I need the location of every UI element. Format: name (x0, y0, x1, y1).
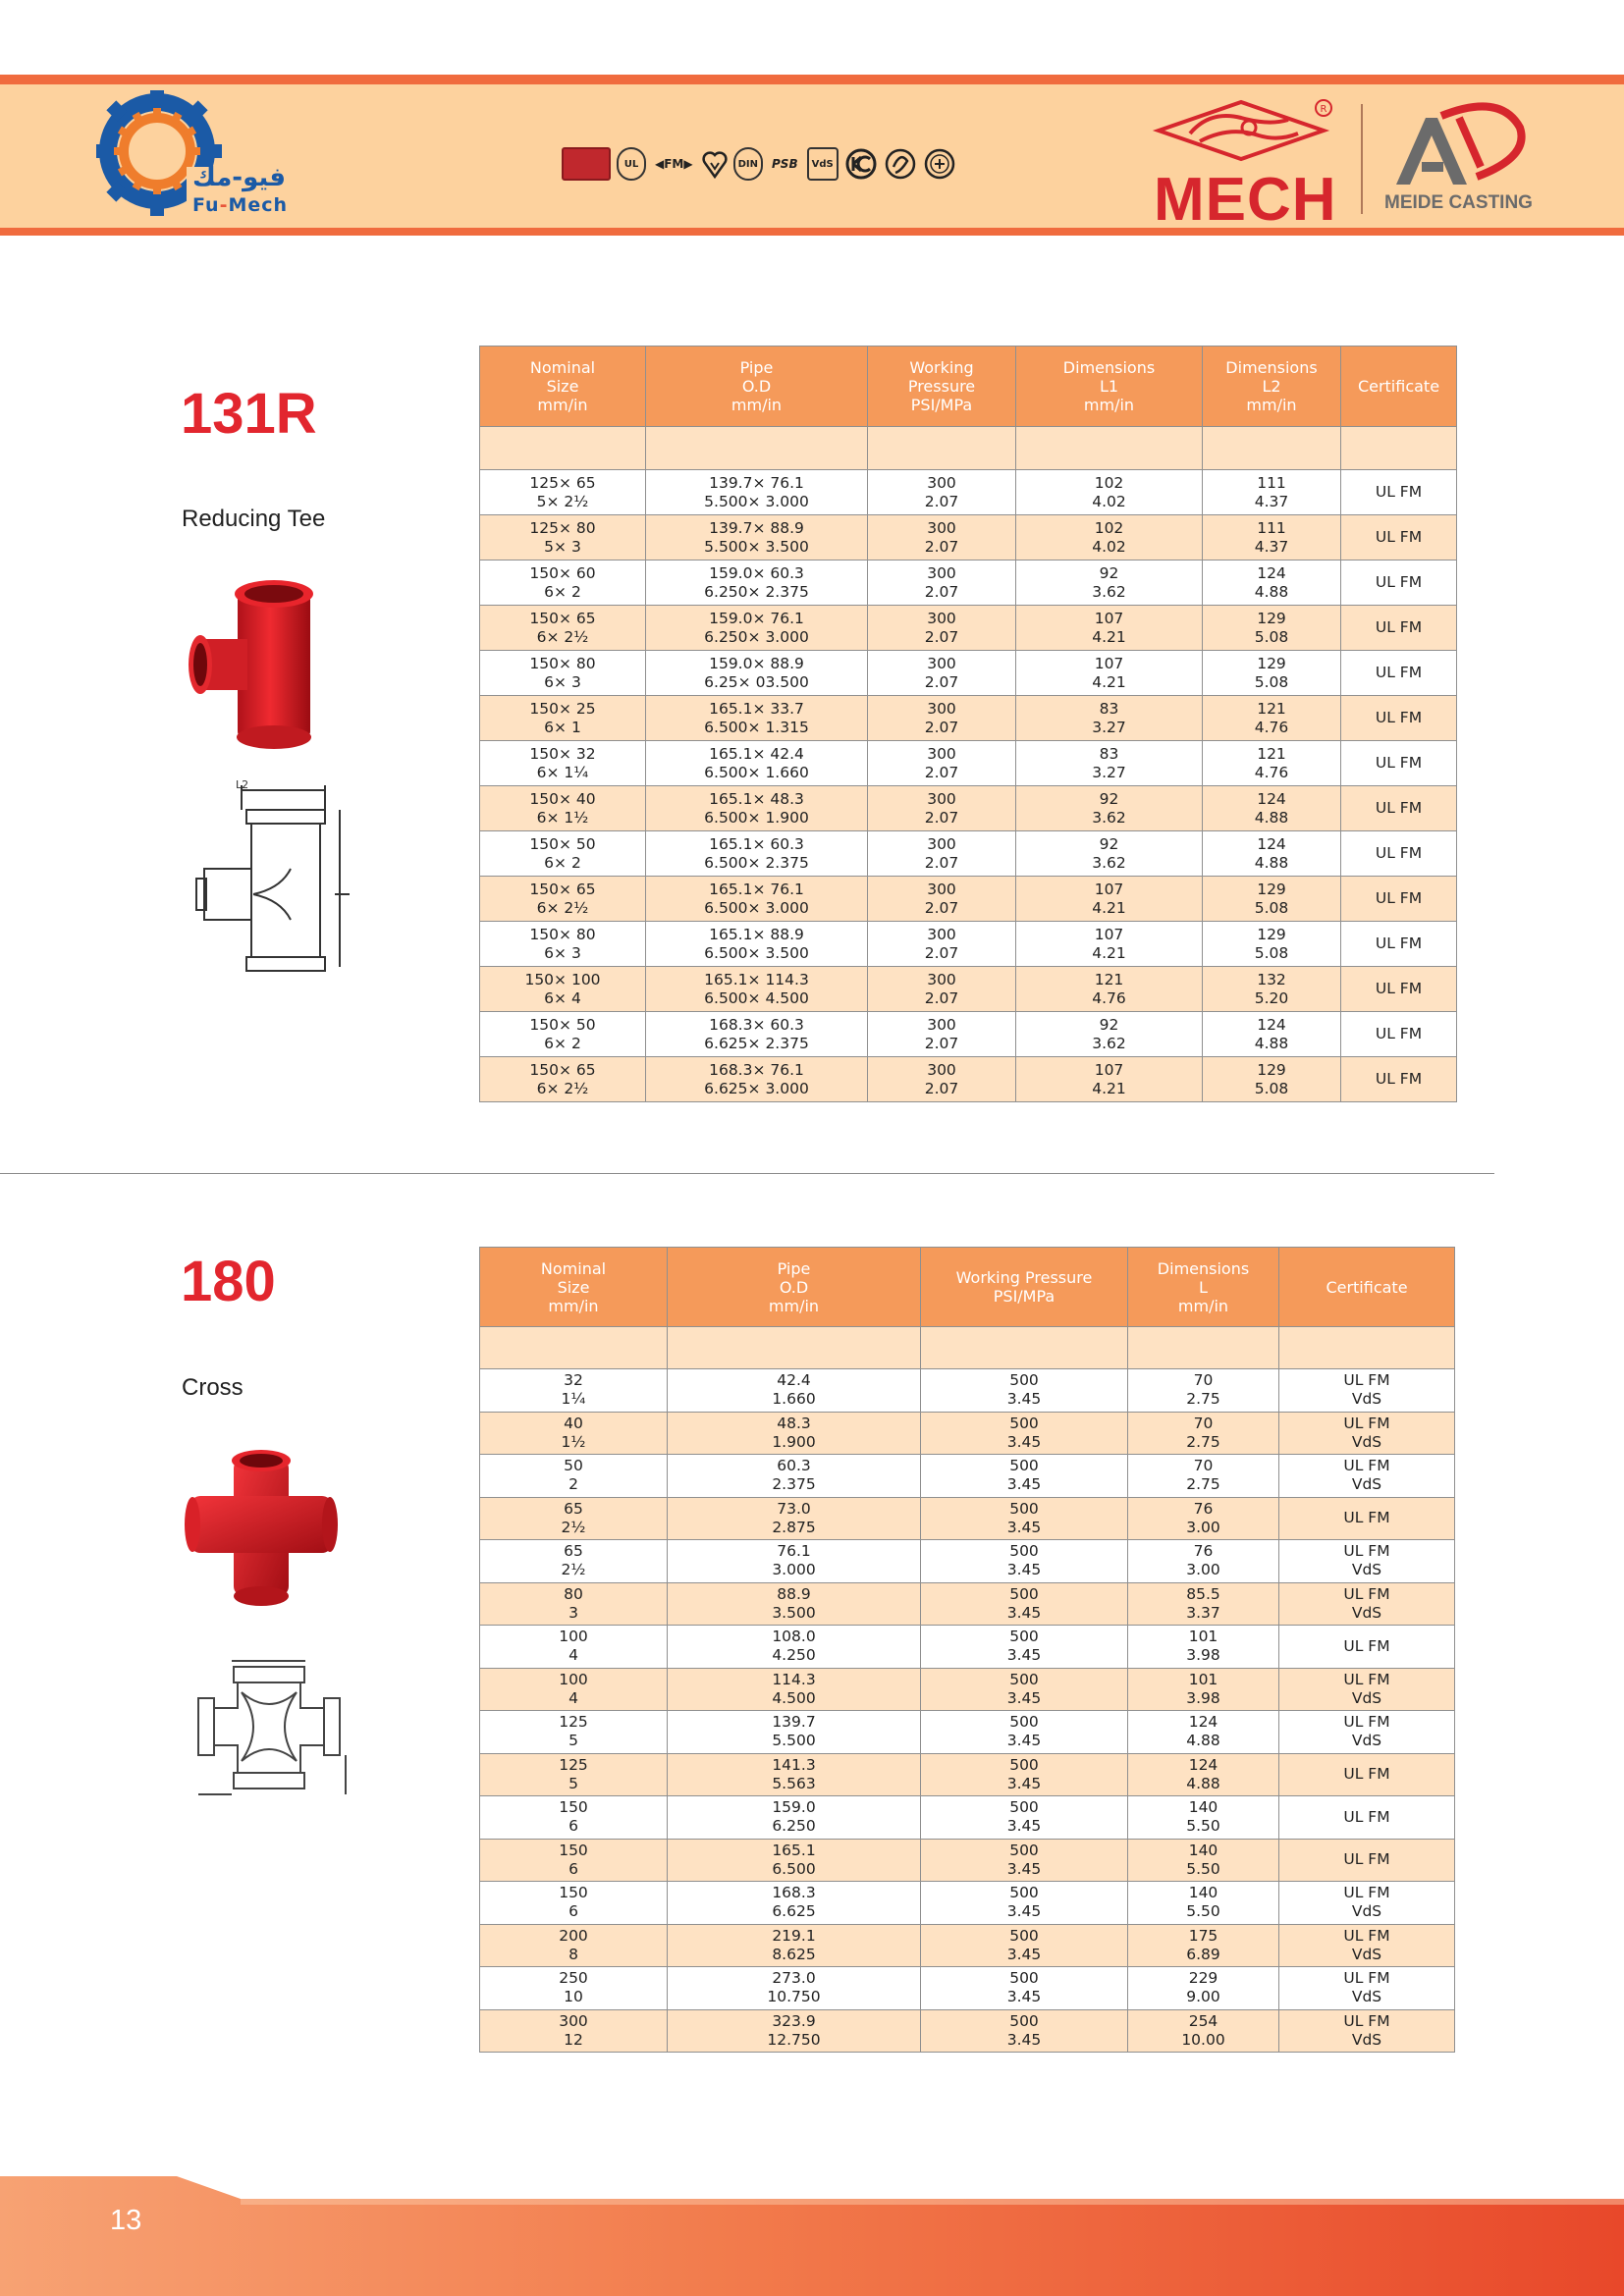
cross-fitting-drawing-icon (192, 1657, 359, 1804)
cross-fitting-photo-icon (183, 1445, 340, 1612)
table-cell: 300 2.07 (868, 967, 1016, 1012)
cert-badge-fm: ◀ FM ▶ (655, 157, 693, 171)
header-top-stripe (0, 75, 1624, 84)
table-cell: 129 5.08 (1203, 877, 1341, 922)
table-cell: 73.0 2.875 (668, 1497, 921, 1540)
table-blank-row (480, 1327, 1455, 1369)
blank-cell (646, 427, 868, 470)
table-cell: UL FM (1341, 696, 1457, 741)
table-cell: 129 5.08 (1203, 606, 1341, 651)
table-cell: UL FM VdS (1279, 1455, 1455, 1498)
product-code-180: 180 (181, 1250, 276, 1313)
table-cell: 70 2.75 (1128, 1455, 1279, 1498)
table-cell: 300 2.07 (868, 877, 1016, 922)
table-cell: 150× 65 6× 2½ (480, 1057, 646, 1102)
table-cell: 125 5 (480, 1753, 668, 1796)
table-row (480, 561, 1457, 606)
table-cell: 150× 32 6× 1¼ (480, 741, 646, 786)
meide-casting-name: MEIDE CASTING (1384, 192, 1533, 213)
table-cell: 500 3.45 (921, 1497, 1128, 1540)
table-row (480, 2009, 1455, 2053)
header-dimensions-l2: Dimensions L2 mm/in (1203, 347, 1341, 427)
table-cell: 124 4.88 (1203, 561, 1341, 606)
table-cell: 500 3.45 (921, 1967, 1128, 2010)
table-cell: UL FM (1341, 1057, 1457, 1102)
blank-cell (480, 427, 646, 470)
table-cell: 500 3.45 (921, 1582, 1128, 1626)
certification-badge-red (562, 147, 611, 181)
blank-cell (1128, 1327, 1279, 1369)
header-nominal-size: Nominal Size mm/in (480, 347, 646, 427)
table-row (480, 1455, 1455, 1498)
table-cell: UL FM VdS (1279, 1882, 1455, 1925)
table-cell: 500 3.45 (921, 1626, 1128, 1669)
table-cell: 500 3.45 (921, 1753, 1128, 1796)
table-cell: 102 4.02 (1016, 470, 1203, 515)
meide-casting-logo-icon (1382, 98, 1530, 188)
table-cell: 159.0× 76.1 6.250× 3.000 (646, 606, 868, 651)
blank-cell (868, 427, 1016, 470)
table-cell: 300 2.07 (868, 651, 1016, 696)
table-cell: 229 9.00 (1128, 1967, 1279, 2010)
header-working-pressure: Working Pressure PSI/MPa (868, 347, 1016, 427)
table-cell: 300 2.07 (868, 696, 1016, 741)
table-row (480, 651, 1457, 696)
table-cell: 107 4.21 (1016, 922, 1203, 967)
kc-cert-icon (844, 147, 878, 181)
table-cell: 150× 65 6× 2½ (480, 606, 646, 651)
fu-mech-arabic-name: فيو-مك (192, 163, 287, 192)
table-row (480, 967, 1457, 1012)
table-cell: UL FM (1341, 877, 1457, 922)
table-cell: 150× 80 6× 3 (480, 651, 646, 696)
table-cell: 124 4.88 (1128, 1711, 1279, 1754)
table-cell: UL FM (1341, 606, 1457, 651)
table-cell: 107 4.21 (1016, 651, 1203, 696)
table-cell: UL FM (1341, 515, 1457, 561)
table-row (480, 831, 1457, 877)
table-row (480, 1057, 1457, 1102)
table-cell: 140 5.50 (1128, 1839, 1279, 1882)
table-cell: 76.1 3.000 (668, 1540, 921, 1583)
table-row (480, 606, 1457, 651)
table-cell: 165.1× 88.9 6.500× 3.500 (646, 922, 868, 967)
section-divider (0, 1173, 1494, 1174)
header-working-pressure: Working Pressure PSI/MPa (921, 1248, 1128, 1327)
table-cell: 32 1¼ (480, 1369, 668, 1413)
table-cell: UL FM (1341, 786, 1457, 831)
reducing-tee-photo-icon (187, 574, 334, 756)
table-header-row (480, 347, 1457, 427)
table-row (480, 1668, 1455, 1711)
footer-band (0, 2169, 1624, 2296)
header-pipe-od: Pipe O.D mm/in (668, 1248, 921, 1327)
table-cell: 168.3× 60.3 6.625× 2.375 (646, 1012, 868, 1057)
table-cell: 500 3.45 (921, 1455, 1128, 1498)
table-cell: 500 3.45 (921, 1796, 1128, 1840)
table-cell: UL FM (1341, 741, 1457, 786)
table-cell: 129 5.08 (1203, 922, 1341, 967)
table-row (480, 1369, 1455, 1413)
table-cell: UL FM VdS (1279, 1412, 1455, 1455)
table-cell: 85.5 3.37 (1128, 1582, 1279, 1626)
table-cell: 159.0 6.250 (668, 1796, 921, 1840)
table-cell: UL FM VdS (1279, 1924, 1455, 1967)
table-cell: 141.3 5.563 (668, 1753, 921, 1796)
blank-cell (668, 1327, 921, 1369)
table-cell: 60.3 2.375 (668, 1455, 921, 1498)
table-row (480, 1839, 1455, 1882)
table-cell: 92 3.62 (1016, 561, 1203, 606)
table-cell: 300 2.07 (868, 606, 1016, 651)
table-row (480, 1711, 1455, 1754)
table-cell: 101 3.98 (1128, 1626, 1279, 1669)
table-cell: UL FM (1341, 561, 1457, 606)
table-cell: 124 4.88 (1203, 1012, 1341, 1057)
table-cell: UL FM (1341, 922, 1457, 967)
table-row (480, 741, 1457, 786)
table-cell: 175 6.89 (1128, 1924, 1279, 1967)
table-cell: UL FM VdS (1279, 1967, 1455, 2010)
table-cell: 100 4 (480, 1668, 668, 1711)
table-cell: 48.3 1.900 (668, 1412, 921, 1455)
table-cell: UL FM (1279, 1497, 1455, 1540)
table-cell: 139.7× 88.9 5.500× 3.500 (646, 515, 868, 561)
table-cell: 500 3.45 (921, 1668, 1128, 1711)
table-cell: 165.1× 48.3 6.500× 1.900 (646, 786, 868, 831)
table-cell: 150 6 (480, 1839, 668, 1882)
table-cell: 500 3.45 (921, 1540, 1128, 1583)
round-cert-icon (884, 147, 917, 181)
table-cell: 88.9 3.500 (668, 1582, 921, 1626)
table-cell: 92 3.62 (1016, 786, 1203, 831)
header-certificate: Certificate (1341, 347, 1457, 427)
cert-badge-vds: VdS (807, 147, 839, 181)
table-cell: 76 3.00 (1128, 1497, 1279, 1540)
table-cell: 500 3.45 (921, 2009, 1128, 2053)
table-cell: 80 3 (480, 1582, 668, 1626)
table-cell: 125 5 (480, 1711, 668, 1754)
table-cell: 150 6 (480, 1882, 668, 1925)
table-cell: UL FM (1341, 1012, 1457, 1057)
table-cell: 50 2 (480, 1455, 668, 1498)
table-cell: 500 3.45 (921, 1882, 1128, 1925)
table-cell: UL FM (1279, 1626, 1455, 1669)
table-body-131r (480, 470, 1457, 1102)
table-cell: 83 3.27 (1016, 741, 1203, 786)
table-row (480, 1967, 1455, 2010)
table-cell: 165.1× 60.3 6.500× 2.375 (646, 831, 868, 877)
table-cell: 300 2.07 (868, 470, 1016, 515)
table-body-180 (480, 1369, 1455, 2053)
header-bottom-stripe (0, 228, 1624, 236)
mech-brand-name: MECH (1154, 166, 1337, 234)
heart-cert-icon (702, 147, 728, 181)
table-cell: 150× 25 6× 1 (480, 696, 646, 741)
blank-cell (480, 1327, 668, 1369)
blank-cell (1016, 427, 1203, 470)
table-cell: 124 4.88 (1203, 786, 1341, 831)
table-cell: 165.1× 42.4 6.500× 1.660 (646, 741, 868, 786)
table-cell: 92 3.62 (1016, 831, 1203, 877)
table-cell: 100 4 (480, 1626, 668, 1669)
table-cell: 129 5.08 (1203, 651, 1341, 696)
table-cell: 150× 50 6× 2 (480, 1012, 646, 1057)
table-cell: UL FM VdS (1279, 2009, 1455, 2053)
page-number: 13 (110, 2205, 142, 2236)
table-cell: 132 5.20 (1203, 967, 1341, 1012)
product-name-reducing-tee: Reducing Tee (182, 506, 326, 532)
table-cell: 300 2.07 (868, 561, 1016, 606)
table-cell: 300 2.07 (868, 741, 1016, 786)
table-cell: 70 2.75 (1128, 1412, 1279, 1455)
product-name-cross: Cross (182, 1374, 244, 1401)
table-cell: 168.3× 76.1 6.625× 3.000 (646, 1057, 868, 1102)
table-cell: 500 3.45 (921, 1839, 1128, 1882)
table-cell: 140 5.50 (1128, 1882, 1279, 1925)
table-cell: 125× 65 5× 2½ (480, 470, 646, 515)
table-cell: 250 10 (480, 1967, 668, 2010)
table-cell: 139.7 5.500 (668, 1711, 921, 1754)
table-cell: 300 2.07 (868, 1012, 1016, 1057)
table-cell: 125× 80 5× 3 (480, 515, 646, 561)
table-cell: UL FM (1279, 1796, 1455, 1840)
table-cell: 40 1½ (480, 1412, 668, 1455)
spec-table-180 (479, 1247, 1455, 2053)
table-cell: 101 3.98 (1128, 1668, 1279, 1711)
table-cell: 254 10.00 (1128, 2009, 1279, 2053)
table-cell: 102 4.02 (1016, 515, 1203, 561)
mech-logo-emblem-icon (1151, 96, 1337, 165)
header-dimensions-l: Dimensions L mm/in (1128, 1248, 1279, 1327)
header-logo-separator (1361, 104, 1363, 214)
table-row (480, 1753, 1455, 1796)
table-cell: 65 2½ (480, 1497, 668, 1540)
table-cell: 165.1 6.500 (668, 1839, 921, 1882)
table-cell: 121 4.76 (1203, 741, 1341, 786)
cert-badge-ul: UL (617, 147, 646, 181)
table-cell: UL FM (1341, 651, 1457, 696)
header-dimensions-l1: Dimensions L1 mm/in (1016, 347, 1203, 427)
seal-cert-icon (923, 147, 956, 181)
table-cell: UL FM VdS (1279, 1540, 1455, 1583)
table-cell: 200 8 (480, 1924, 668, 1967)
table-row (480, 786, 1457, 831)
header-certificate: Certificate (1279, 1248, 1455, 1327)
cert-badge-din: DIN (733, 147, 763, 181)
table-cell: 159.0× 60.3 6.250× 2.375 (646, 561, 868, 606)
table-row (480, 922, 1457, 967)
table-cell: UL FM VdS (1279, 1711, 1455, 1754)
table-row (480, 1924, 1455, 1967)
blank-cell (921, 1327, 1128, 1369)
table-row (480, 515, 1457, 561)
table-row (480, 1012, 1457, 1057)
table-cell: 124 4.88 (1203, 831, 1341, 877)
table-blank-row (480, 427, 1457, 470)
table-cell: 273.0 10.750 (668, 1967, 921, 2010)
table-cell: 76 3.00 (1128, 1540, 1279, 1583)
table-cell: UL FM (1341, 470, 1457, 515)
table-cell: 129 5.08 (1203, 1057, 1341, 1102)
certification-logos (562, 141, 1072, 187)
table-cell: 165.1× 114.3 6.500× 4.500 (646, 967, 868, 1012)
svg-text:L2: L2 (236, 780, 249, 791)
header-nominal-size: Nominal Size mm/in (480, 1248, 668, 1327)
table-cell: 83 3.27 (1016, 696, 1203, 741)
table-cell: 111 4.37 (1203, 470, 1341, 515)
table-cell: 150× 65 6× 2½ (480, 877, 646, 922)
table-cell: 150× 100 6× 4 (480, 967, 646, 1012)
reducing-tee-drawing-icon (192, 780, 359, 977)
table-cell: 70 2.75 (1128, 1369, 1279, 1413)
blank-cell (1341, 427, 1457, 470)
table-cell: 165.1× 76.1 6.500× 3.000 (646, 877, 868, 922)
fu-mech-latin-name: Fu-Mech (192, 194, 289, 216)
table-cell: UL FM (1341, 967, 1457, 1012)
table-row (480, 1626, 1455, 1669)
table-row (480, 1582, 1455, 1626)
table-cell: 108.0 4.250 (668, 1626, 921, 1669)
table-cell: 65 2½ (480, 1540, 668, 1583)
cert-badge-psb: PSB (772, 157, 798, 171)
table-cell: 150× 50 6× 2 (480, 831, 646, 877)
table-cell: 165.1× 33.7 6.500× 1.315 (646, 696, 868, 741)
table-cell: 114.3 4.500 (668, 1668, 921, 1711)
table-cell: 300 2.07 (868, 1057, 1016, 1102)
table-cell: 124 4.88 (1128, 1753, 1279, 1796)
blank-cell (1279, 1327, 1455, 1369)
table-cell: 150× 80 6× 3 (480, 922, 646, 967)
table-row (480, 1412, 1455, 1455)
table-row (480, 1796, 1455, 1840)
table-cell: 150× 40 6× 1½ (480, 786, 646, 831)
table-cell: 300 2.07 (868, 786, 1016, 831)
table-cell: 107 4.21 (1016, 606, 1203, 651)
table-cell: 107 4.21 (1016, 1057, 1203, 1102)
table-cell: UL FM VdS (1279, 1668, 1455, 1711)
product-code-131r: 131R (181, 382, 317, 446)
blank-cell (1203, 427, 1341, 470)
table-cell: 500 3.45 (921, 1711, 1128, 1754)
table-cell: 121 4.76 (1016, 967, 1203, 1012)
table-cell: 219.1 8.625 (668, 1924, 921, 1967)
table-cell: 140 5.50 (1128, 1796, 1279, 1840)
table-row (480, 1540, 1455, 1583)
table-cell: 323.9 12.750 (668, 2009, 921, 2053)
table-row (480, 877, 1457, 922)
table-cell: 121 4.76 (1203, 696, 1341, 741)
table-cell: UL FM (1279, 1839, 1455, 1882)
table-cell: 92 3.62 (1016, 1012, 1203, 1057)
table-cell: 300 2.07 (868, 831, 1016, 877)
table-cell: UL FM (1341, 831, 1457, 877)
table-cell: 150 6 (480, 1796, 668, 1840)
svg-text:R: R (1320, 104, 1327, 115)
spec-table-131r (479, 346, 1457, 1102)
table-cell: 300 12 (480, 2009, 668, 2053)
table-row (480, 696, 1457, 741)
table-row (480, 1497, 1455, 1540)
table-cell: 107 4.21 (1016, 877, 1203, 922)
table-cell: 159.0× 88.9 6.25× 03.500 (646, 651, 868, 696)
table-cell: 42.4 1.660 (668, 1369, 921, 1413)
table-cell: 500 3.45 (921, 1369, 1128, 1413)
table-cell: 300 2.07 (868, 922, 1016, 967)
table-cell: UL FM (1279, 1753, 1455, 1796)
table-cell: 150× 60 6× 2 (480, 561, 646, 606)
table-cell: UL FM VdS (1279, 1582, 1455, 1626)
table-cell: 111 4.37 (1203, 515, 1341, 561)
table-cell: 500 3.45 (921, 1412, 1128, 1455)
table-row (480, 1882, 1455, 1925)
table-cell: 300 2.07 (868, 515, 1016, 561)
header-pipe-od: Pipe O.D mm/in (646, 347, 868, 427)
table-cell: 139.7× 76.1 5.500× 3.000 (646, 470, 868, 515)
table-row (480, 470, 1457, 515)
table-cell: UL FM VdS (1279, 1369, 1455, 1413)
table-cell: 168.3 6.625 (668, 1882, 921, 1925)
table-header-row (480, 1248, 1455, 1327)
table-cell: 500 3.45 (921, 1924, 1128, 1967)
